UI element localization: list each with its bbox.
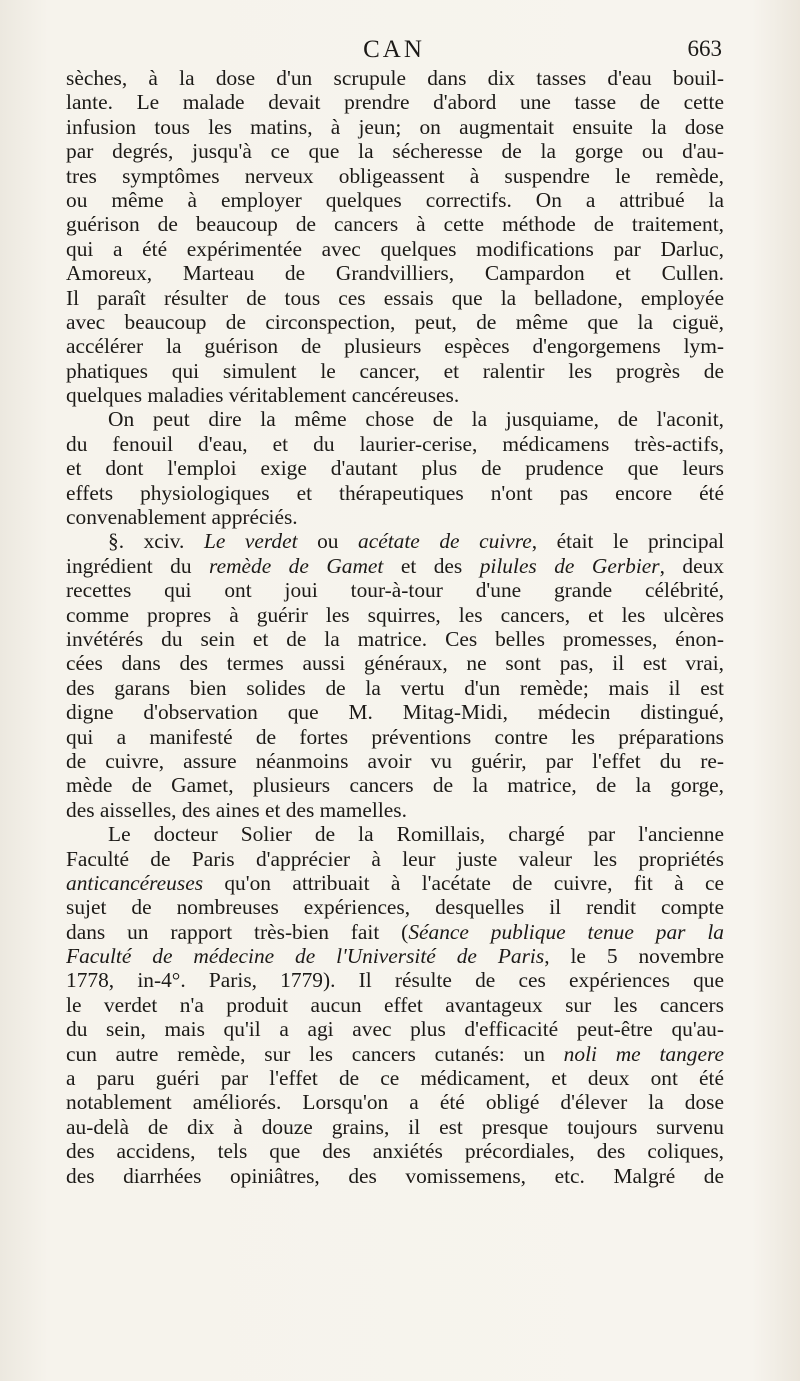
page-header bbox=[66, 36, 722, 66]
text-segment: infusion tous les matins, à jeun; on augmentait ensuite la dose bbox=[66, 114, 724, 139]
text-segment: On peut dire la même chose de la jusquiame, de l'aconit, bbox=[108, 407, 724, 432]
text-line bbox=[66, 749, 724, 773]
text-segment: du fenouil d'eau, et du laurier-cerise, médicamens très-actifs, bbox=[66, 431, 724, 456]
running-head: CAN bbox=[363, 36, 425, 63]
body-text bbox=[66, 66, 724, 1188]
text-line bbox=[66, 164, 724, 188]
text-segment: §. xciv. bbox=[108, 529, 204, 554]
page-number: 663 bbox=[687, 36, 722, 61]
text-segment: convenablement appréciés. bbox=[66, 505, 298, 530]
text-segment: sèches, à la dose d'un scrupule dans dix tasses d'eau bouil- bbox=[66, 66, 724, 90]
text-segment: le verdet n'a produit aucun effet avantageux sur les cancers bbox=[66, 992, 724, 1017]
text-segment: qui a été expérimentée avec quelques modifications par Darluc, bbox=[66, 236, 724, 261]
text-segment: et dont l'emploi exige d'autant plus de prudence que leurs bbox=[66, 456, 724, 481]
text-segment: mède de Gamet, plusieurs cancers de la matrice, de la gorge, bbox=[66, 773, 724, 798]
text-line bbox=[66, 1017, 724, 1041]
text-segment: et des bbox=[383, 553, 480, 578]
text-segment: lante. Le malade devait prendre d'abord une tasse de cette bbox=[66, 90, 724, 115]
text-line bbox=[66, 993, 724, 1017]
text-segment: avec beaucoup de circonspection, peut, de même que la ciguë, bbox=[66, 309, 724, 334]
text-segment: des accidens, tels que des anxiétés précordiales, des coliques, bbox=[66, 1139, 724, 1164]
text-line bbox=[66, 871, 724, 895]
text-line bbox=[66, 212, 724, 236]
text-line bbox=[66, 1090, 724, 1114]
text-segment: ou bbox=[297, 529, 359, 554]
text-line bbox=[66, 676, 724, 700]
text-line bbox=[66, 139, 724, 163]
text-line bbox=[66, 1115, 724, 1139]
italic-text: Le verdet bbox=[203, 529, 298, 554]
text-segment: effets physiologiques et thérapeutiques n'ont pas encore été bbox=[66, 480, 724, 505]
text-segment: tres symptômes nerveux obligeassent à suspendre le remède, bbox=[66, 163, 724, 188]
text-segment: des garans bien solides de la vertu d'un remède; mais il est bbox=[66, 675, 724, 700]
text-line bbox=[66, 407, 724, 431]
text-line bbox=[66, 944, 724, 968]
text-line bbox=[66, 286, 724, 310]
text-segment: des aisselles, des aines et des mamelles. bbox=[66, 797, 407, 822]
text-segment: sujet de nombreuses expériences, desquelles il rendit compte bbox=[66, 895, 724, 920]
text-segment: quelques maladies véritablement cancéreuses. bbox=[66, 383, 460, 408]
italic-text: anticancéreuses bbox=[66, 870, 204, 895]
text-line bbox=[66, 1066, 724, 1090]
text-line bbox=[66, 237, 724, 261]
text-segment: Il paraît résulter de tous ces essais que la belladone, employée bbox=[66, 285, 724, 310]
text-line bbox=[66, 651, 724, 675]
italic-text: acétate de cuivre bbox=[358, 529, 532, 554]
text-segment: de cuivre, assure néanmoins avoir vu guérir, par l'effet du re- bbox=[66, 748, 724, 773]
text-segment: guérison de beaucoup de cancers à cette méthode de traitement, bbox=[66, 212, 724, 237]
text-line bbox=[66, 359, 724, 383]
text-segment: digne d'observation que M. Mitag-Midi, médecin distingué, bbox=[66, 700, 724, 725]
text-line bbox=[66, 554, 724, 578]
text-line bbox=[66, 188, 724, 212]
text-segment: Amoreux, Marteau de Grandvilliers, Campardon et Cullen. bbox=[66, 261, 724, 286]
text-line bbox=[66, 1164, 724, 1188]
text-line bbox=[66, 261, 724, 285]
text-line bbox=[66, 847, 724, 871]
text-segment: , était le principal bbox=[531, 529, 724, 554]
text-line bbox=[66, 505, 724, 529]
text-line bbox=[66, 700, 724, 724]
text-line bbox=[66, 603, 724, 627]
text-segment: invétérés du sein et de la matrice. Ces belles promesses, énon- bbox=[66, 626, 724, 651]
text-line bbox=[66, 1042, 724, 1066]
text-line bbox=[66, 529, 724, 553]
italic-text: Faculté de médecine de l'Université de Paris bbox=[66, 944, 545, 969]
text-line bbox=[66, 334, 724, 358]
text-segment: dans un rapport très-bien fait ( bbox=[66, 919, 409, 944]
text-segment: comme propres à guérir les squirres, les cancers, et les ulcères bbox=[66, 602, 724, 627]
text-segment: phatiques qui simulent le cancer, et ralentir les progrès de bbox=[66, 358, 724, 383]
text-line bbox=[66, 895, 724, 919]
text-line bbox=[66, 725, 724, 749]
text-line bbox=[66, 578, 724, 602]
text-line bbox=[66, 383, 724, 407]
italic-text: pilules de Gerbier bbox=[479, 553, 660, 578]
text-segment: du sein, mais qu'il a agi avec plus d'efficacité peut-être qu'au- bbox=[66, 1017, 724, 1042]
text-segment: ou même à employer quelques correctifs. On a attribué la bbox=[66, 187, 724, 212]
text-segment: notablement améliorés. Lorsqu'on a été obligé d'élever la dose bbox=[66, 1090, 724, 1115]
text-line bbox=[66, 1139, 724, 1163]
text-segment: des diarrhées opiniâtres, des vomissemens, etc. Malgré de bbox=[66, 1163, 724, 1188]
text-line bbox=[66, 115, 724, 139]
italic-text: Séance publique tenue par la bbox=[408, 919, 724, 944]
text-line bbox=[66, 90, 724, 114]
text-segment: recettes qui ont joui tour-à-tour d'une grande célébrité, bbox=[66, 578, 724, 603]
text-line bbox=[66, 310, 724, 334]
text-segment: ingrédient du bbox=[66, 553, 210, 578]
text-line bbox=[66, 968, 724, 992]
text-segment: a paru guéri par l'effet de ce médicament, et deux ont été bbox=[66, 1066, 724, 1091]
text-segment: qu'on attribuait à l'acétate de cuivre, fit à ce bbox=[203, 870, 724, 895]
text-line bbox=[66, 627, 724, 651]
text-segment: qui a manifesté de fortes préventions contre les préparations bbox=[66, 724, 724, 749]
text-segment: cées dans des termes aussi généraux, ne sont pas, il est vrai, bbox=[66, 651, 724, 676]
text-segment: cun autre remède, sur les cancers cutanés: un bbox=[66, 1041, 564, 1066]
text-segment: au-delà de dix à douze grains, il est presque toujours survenu bbox=[66, 1114, 724, 1139]
text-line bbox=[66, 66, 724, 90]
text-line bbox=[66, 773, 724, 797]
text-segment: Faculté de Paris d'apprécier à leur juste valeur les propriétés bbox=[66, 846, 724, 871]
text-segment: , deux bbox=[659, 553, 724, 578]
italic-text: remède de Gamet bbox=[209, 553, 384, 578]
text-segment: par degrés, jusqu'à ce que la sécheresse de la gorge ou d'au- bbox=[66, 139, 724, 164]
text-line bbox=[66, 798, 724, 822]
text-segment: accélérer la guérison de plusieurs espèces d'engorgemens lym- bbox=[66, 334, 724, 359]
text-line bbox=[66, 432, 724, 456]
text-line bbox=[66, 920, 724, 944]
text-line bbox=[66, 456, 724, 480]
text-line bbox=[66, 481, 724, 505]
text-segment: Le docteur Solier de la Romillais, chargé par l'ancienne bbox=[108, 822, 724, 847]
text-segment: , le 5 novembre bbox=[544, 944, 724, 969]
text-line bbox=[66, 822, 724, 846]
italic-text: noli me tangere bbox=[563, 1041, 724, 1066]
text-segment: 1778, in-4°. Paris, 1779). Il résulte de ces expériences que bbox=[66, 968, 724, 993]
